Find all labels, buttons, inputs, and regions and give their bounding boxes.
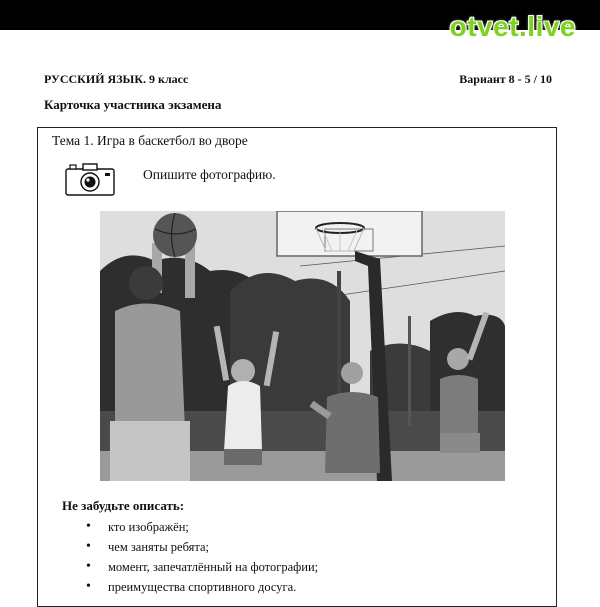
subject-header: РУССКИЙ ЯЗЫК. 9 класс bbox=[44, 72, 189, 86]
list-item: • чем заняты ребята; bbox=[86, 537, 318, 557]
basketball-photo bbox=[100, 211, 505, 481]
list-item: • момент, запечатлённый на фотографии; bbox=[86, 557, 318, 577]
camera-icon bbox=[65, 162, 115, 196]
topic-title: Тема 1. Игра в баскетбол во дворе bbox=[52, 133, 248, 148]
list-item: • кто изображён; bbox=[86, 517, 318, 537]
variant-header: Вариант 8 - 5 / 10 bbox=[459, 72, 552, 86]
remember-title: Не забудьте описать: bbox=[62, 498, 185, 513]
watermark-logo: otvet.live bbox=[449, 11, 576, 42]
card-title: Карточка участника экзамена bbox=[44, 97, 222, 112]
list-item: • преимущества спортивного досуга. bbox=[86, 577, 318, 597]
instruction-text: Опишите фотографию. bbox=[143, 167, 276, 182]
remember-list bbox=[86, 517, 318, 597]
